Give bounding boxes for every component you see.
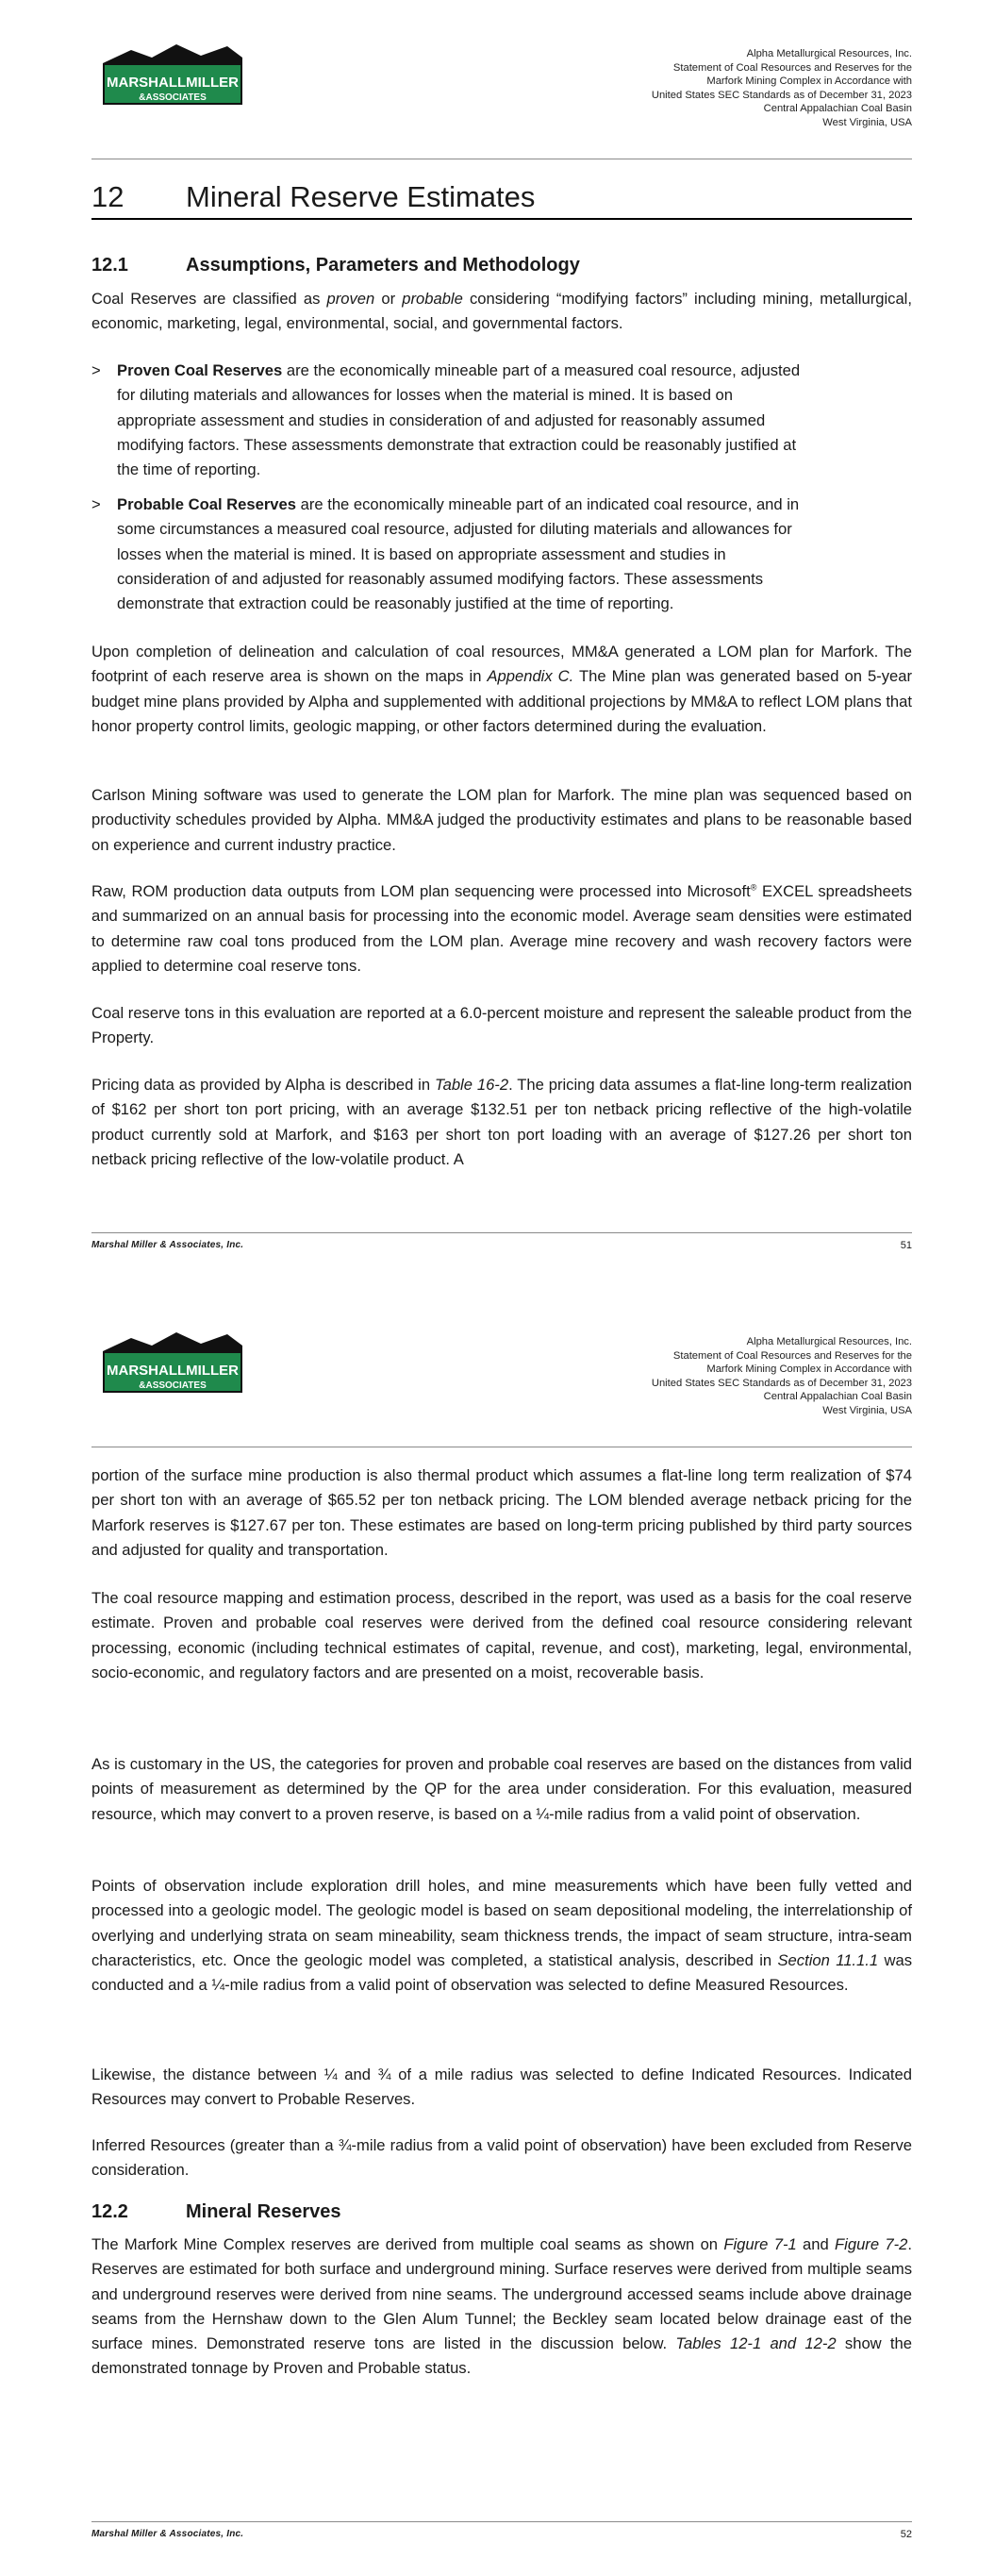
header-line: Marfork Mining Complex in Accordance with xyxy=(706,1363,912,1376)
chapter-title: Mineral Reserve Estimates xyxy=(186,180,536,213)
header-line: Statement of Coal Resources and Reserves for the xyxy=(672,61,912,74)
chapter-number: 12 xyxy=(91,180,124,213)
report-header xyxy=(516,1335,912,1418)
section-heading-12-1 xyxy=(91,253,912,277)
bullet-marker: > xyxy=(91,495,101,513)
header-line: Central Appalachian Coal Basin xyxy=(763,103,912,115)
page-number: 51 xyxy=(900,1240,912,1251)
paragraph: Coal reserve tons in this evaluation are reported at a 6.0-percent moisture and represent the saleable product from the Property. xyxy=(91,1004,912,1047)
paragraph: Upon completion of delineation and calculation of coal resources, MM&A generated a LOM plan for Marfork. The footprint of each reserve area is shown on the maps in Appendix C. The Mine plan was generated based on 5-year budget mine plans provided by Alpha and supplemented with additional projections by MM&A to reflect LOM plans that honor property control limits, geologic mapping, or other factors determined during the evaluation. xyxy=(91,643,912,735)
logo-text-sub: &ASSOCIATES xyxy=(139,1380,207,1391)
paragraph: Carlson Mining software was used to generate the LOM plan for Marfork. The mine plan was sequenced based on productivity schedules provided by Alpha. MM&A judged the productivity estimates and plans to be reasonable based on experience and current industry practice. xyxy=(91,786,912,854)
header-line: Alpha Metallurgical Resources, Inc. xyxy=(746,48,912,59)
header-line: Marfork Mining Complex in Accordance with xyxy=(706,75,912,88)
header-line: Statement of Coal Resources and Reserves for the xyxy=(672,1349,912,1362)
section-number: 12.2 xyxy=(91,2201,128,2222)
section-number: 12.1 xyxy=(91,255,128,276)
paragraph: The Marfork Mine Complex reserves are derived from multiple coal seams as shown on Figure 7-1 and Figure 7-2. Reserves are estimated for both surface and underground mining. Surface reserves were derived from multiple seams and underground reserves were derived from nine seams. The underground accessed seams include above drainage seams from the Hernshaw down to the Glen Alum Tunnel; the Beckley seam located below drainage east of the surface mines. Demonstrated reserve tons are listed in the discussion below. Tables 12-1 and 12-2 show the demonstrated tonnage by Proven and Probable status. xyxy=(91,2235,912,2378)
header-line: West Virginia, USA xyxy=(822,116,912,128)
paragraph: Inferred Resources (greater than a ¾-mile radius from a valid point of observation) have been excluded from Reserve consideration. xyxy=(91,2136,912,2180)
logo-text-main: MARSHALLMILLER xyxy=(107,1363,239,1379)
paragraph: Raw, ROM production data outputs from LOM plan sequencing were processed into Microsoft® EXCEL spreadsheets and summarized on an annual basis for processing into the economic model. Average seam densities were estimated to determine raw coal tons produced from the LOM plan. Average mine recovery and wash recovery factors were applied to determine coal reserve tons. xyxy=(91,882,912,975)
company-logo xyxy=(95,39,250,112)
footer-company: Marshal Miller & Associates, Inc. xyxy=(91,2529,244,2539)
section-title: Mineral Reserves xyxy=(186,2201,341,2222)
bullet-probable-reserves: > Probable Coal Reserves are the economically mineable part of an indicated coal resource, and in some circumstances a measured coal resource, adjusted for diluting materials and allowances for losses when the material is mined. It is based on appropriate assessment and studies in consideration of and adjusted for reasonably assumed modifying factors. These assessments demonstrate that extraction could be reasonably justified at the time of reporting. xyxy=(91,493,912,616)
company-logo xyxy=(95,1327,250,1400)
bullet-marker: > xyxy=(91,361,101,379)
paragraph: Points of observation include exploration drill holes, and mine measurements which have been fully vetted and processed into a geologic model. The geologic model is based on seam depositional modeling, the interrelationship of overlying and underlying strata on seam mineability, seam thickness trends, the impact of seam structure, intra-seam characteristics, etc. Once the geologic model was completed, a statistical analysis, described in Section 11.1.1 was conducted and a ¼-mile radius from a valid point of observation was selected to define Measured Resources. xyxy=(91,1877,912,1995)
paragraph: Likewise, the distance between ¼ and ¾ of a mile radius was selected to define Indicated Resources. Indicated Resources may convert to Probable Reserves. xyxy=(91,2066,912,2109)
chapter-heading xyxy=(91,178,912,216)
page-52 xyxy=(0,1288,995,2576)
chapter-underline xyxy=(91,218,912,220)
footer-divider xyxy=(91,2521,912,2522)
header-line: Alpha Metallurgical Resources, Inc. xyxy=(746,1336,912,1347)
header-line: West Virginia, USA xyxy=(822,1404,912,1416)
header-line: United States SEC Standards as of December 31, 2023 xyxy=(651,89,912,101)
page-number: 52 xyxy=(900,2529,912,2540)
logo-text-sub: &ASSOCIATES xyxy=(139,92,207,103)
header-line: United States SEC Standards as of December 31, 2023 xyxy=(651,1377,912,1389)
logo-text-main: MARSHALLMILLER xyxy=(107,75,239,91)
paragraph: portion of the surface mine production is also thermal product which assumes a flat-line long term realization of $74 per short ton with an average of $65.52 per ton netback pricing. The LOM blended average netback pricing for the Marfork reserves is $127.67 per ton. These estimates are based on long-term pricing published by third party sources and adjusted for quality and transportation. xyxy=(91,1466,912,1559)
footer-company: Marshal Miller & Associates, Inc. xyxy=(91,1240,244,1250)
section-title: Assumptions, Parameters and Methodology xyxy=(186,255,580,276)
paragraph: As is customary in the US, the categories for proven and probable coal reserves are based on the distances from valid points of measurement as determined by the QP for the area under consideration. For this evaluation, measured resource, which may convert to a proven reserve, is based on a ¼-mile radius from a valid point of observation. xyxy=(91,1755,912,1823)
paragraph: Coal Reserves are classified as proven or probable considering “modifying factors” including mining, metallurgical, economic, marketing, legal, environmental, social, and governmental factors. xyxy=(91,290,912,333)
section-heading-12-2 xyxy=(91,2200,912,2224)
paragraph: The coal resource mapping and estimation process, described in the report, was used as a basis for the coal reserve estimate. Proven and probable coal reserves were derived from the defined coal resource considering relevant processing, economic (including technical estimates of capital, revenue, and cost), marketing, legal, environmental, socio-economic, and regulatory factors and are presented on a moist, recoverable basis. xyxy=(91,1589,912,1681)
bullet-proven-reserves: > Proven Coal Reserves are the economically mineable part of a measured coal resource, adjusted for diluting materials and allowances for losses when the material is mined. It is based on appropriate assessment and studies in consideration of and adjusted for reasonably assumed modifying factors. These assessments demonstrate that extraction could be reasonably justified at the time of reporting. xyxy=(91,359,912,482)
footer-divider xyxy=(91,1232,912,1233)
paragraph: Pricing data as provided by Alpha is described in Table 16-2. The pricing data assumes a flat-line long-term realization of $162 per short ton port pricing, with an average $132.51 per ton netback pricing reflective of the high-volatile product currently sold at Marfork, and $163 per short ton port loading with an average of $127.26 per short ton netback pricing reflective of the low-volatile product. A xyxy=(91,1076,912,1168)
report-header xyxy=(516,47,912,130)
header-line: Central Appalachian Coal Basin xyxy=(763,1391,912,1403)
